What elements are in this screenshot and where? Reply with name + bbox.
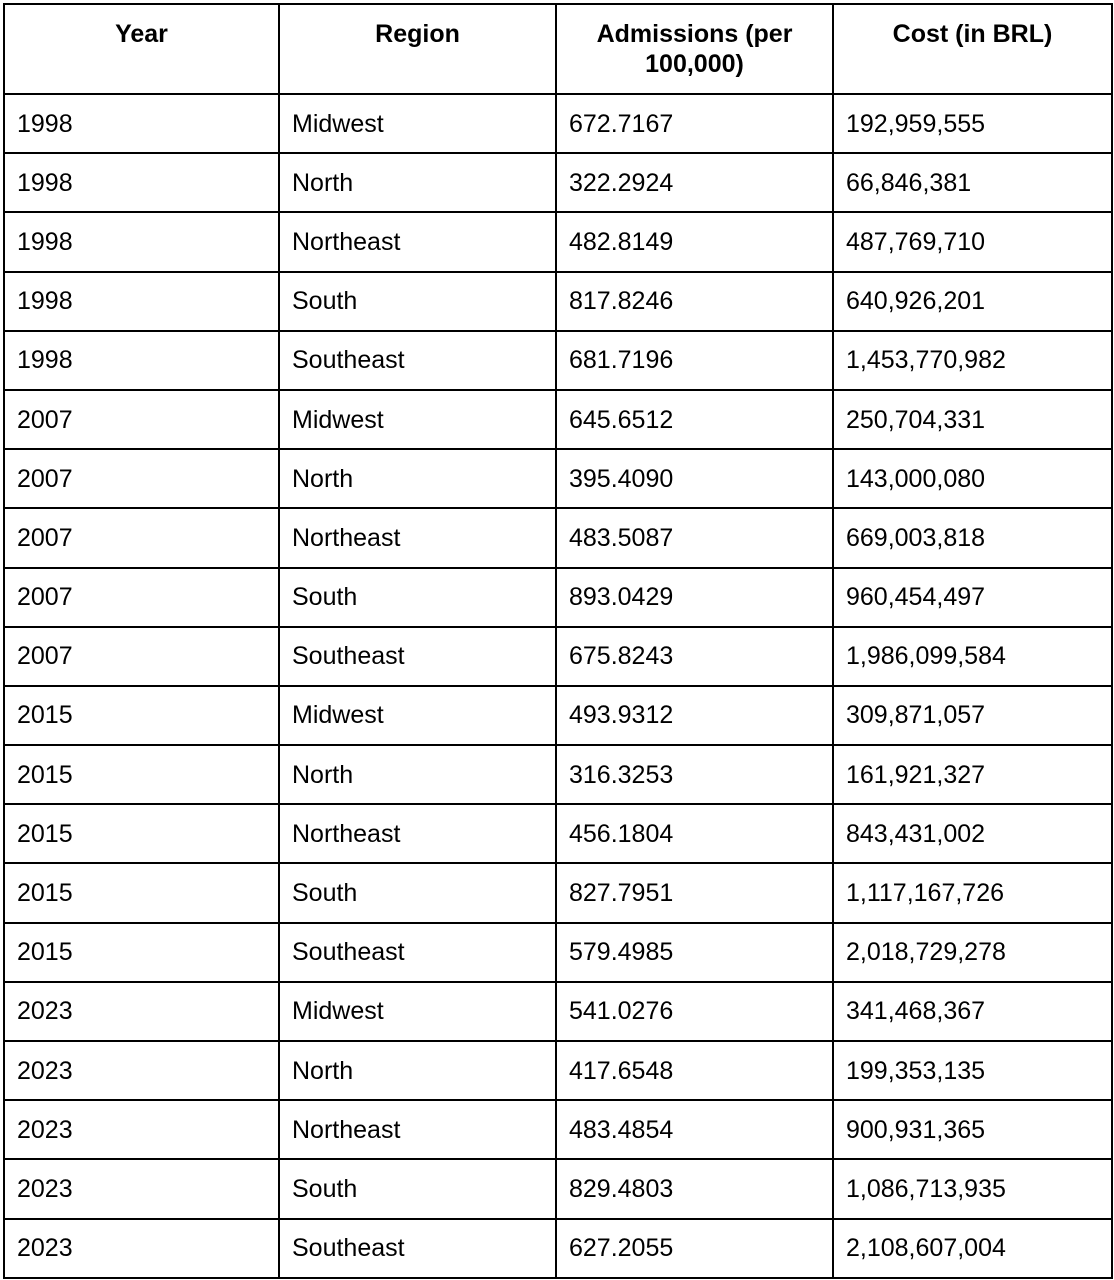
- cell-admissions: 483.4854: [556, 1100, 833, 1159]
- cell-region: South: [279, 568, 556, 627]
- cell-region: Midwest: [279, 686, 556, 745]
- cell-year: 2015: [4, 745, 279, 804]
- cell-year: 2023: [4, 1219, 279, 1278]
- table-row: [4, 331, 1112, 390]
- cell-admissions: 829.4803: [556, 1159, 833, 1218]
- cell-cost: 1,453,770,982: [833, 331, 1112, 390]
- cell-admissions: 493.9312: [556, 686, 833, 745]
- cell-admissions: 893.0429: [556, 568, 833, 627]
- cell-year: 1998: [4, 331, 279, 390]
- cell-cost: 669,003,818: [833, 508, 1112, 567]
- cell-region: Midwest: [279, 390, 556, 449]
- cell-year: 1998: [4, 153, 279, 212]
- cell-region: North: [279, 745, 556, 804]
- cell-admissions: 541.0276: [556, 982, 833, 1041]
- table-row: [4, 508, 1112, 567]
- cell-admissions: 395.4090: [556, 449, 833, 508]
- cell-admissions: 675.8243: [556, 627, 833, 686]
- cell-admissions: 482.8149: [556, 212, 833, 271]
- cell-year: 2007: [4, 508, 279, 567]
- table-row: [4, 804, 1112, 863]
- cell-year: 1998: [4, 94, 279, 153]
- cell-region: North: [279, 1041, 556, 1100]
- cell-region: South: [279, 272, 556, 331]
- header-row: [4, 4, 1112, 94]
- cell-admissions: 417.6548: [556, 1041, 833, 1100]
- cell-cost: 199,353,135: [833, 1041, 1112, 1100]
- header-region: Region: [279, 4, 556, 94]
- cell-admissions: 827.7951: [556, 863, 833, 922]
- table-body: [4, 94, 1112, 1278]
- cell-admissions: 483.5087: [556, 508, 833, 567]
- cell-cost: 143,000,080: [833, 449, 1112, 508]
- cell-cost: 2,108,607,004: [833, 1219, 1112, 1278]
- cell-region: Northeast: [279, 212, 556, 271]
- table-row: [4, 1100, 1112, 1159]
- cell-year: 2023: [4, 982, 279, 1041]
- cell-admissions: 645.6512: [556, 390, 833, 449]
- cell-cost: 309,871,057: [833, 686, 1112, 745]
- cell-region: Northeast: [279, 508, 556, 567]
- cell-year: 2007: [4, 449, 279, 508]
- cell-admissions: 579.4985: [556, 923, 833, 982]
- cell-cost: 161,921,327: [833, 745, 1112, 804]
- cell-cost: 2,018,729,278: [833, 923, 1112, 982]
- cell-year: 2007: [4, 627, 279, 686]
- cell-region: Northeast: [279, 804, 556, 863]
- data-table: [3, 3, 1113, 1279]
- cell-admissions: 672.7167: [556, 94, 833, 153]
- cell-cost: 640,926,201: [833, 272, 1112, 331]
- cell-year: 2015: [4, 686, 279, 745]
- cell-region: North: [279, 153, 556, 212]
- cell-cost: 1,117,167,726: [833, 863, 1112, 922]
- cell-year: 1998: [4, 212, 279, 271]
- cell-admissions: 316.3253: [556, 745, 833, 804]
- header-cost: Cost (in BRL): [833, 4, 1112, 94]
- table-header: [4, 4, 1112, 94]
- cell-admissions: 456.1804: [556, 804, 833, 863]
- table-row: [4, 923, 1112, 982]
- cell-region: North: [279, 449, 556, 508]
- cell-year: 1998: [4, 272, 279, 331]
- cell-cost: 192,959,555: [833, 94, 1112, 153]
- table-row: [4, 1219, 1112, 1278]
- cell-year: 2023: [4, 1100, 279, 1159]
- table-row: [4, 272, 1112, 331]
- table-row: [4, 390, 1112, 449]
- table-row: [4, 982, 1112, 1041]
- cell-cost: 487,769,710: [833, 212, 1112, 271]
- table-row: [4, 568, 1112, 627]
- table-row: [4, 627, 1112, 686]
- header-year: Year: [4, 4, 279, 94]
- cell-admissions: 681.7196: [556, 331, 833, 390]
- cell-region: South: [279, 863, 556, 922]
- cell-cost: 960,454,497: [833, 568, 1112, 627]
- table-row: [4, 863, 1112, 922]
- cell-year: 2007: [4, 390, 279, 449]
- cell-cost: 66,846,381: [833, 153, 1112, 212]
- cell-cost: 1,986,099,584: [833, 627, 1112, 686]
- cell-cost: 250,704,331: [833, 390, 1112, 449]
- table-row: [4, 449, 1112, 508]
- cell-admissions: 627.2055: [556, 1219, 833, 1278]
- table-row: [4, 153, 1112, 212]
- cell-year: 2007: [4, 568, 279, 627]
- table-row: [4, 212, 1112, 271]
- cell-region: Southeast: [279, 331, 556, 390]
- cell-region: Midwest: [279, 982, 556, 1041]
- cell-region: Northeast: [279, 1100, 556, 1159]
- table-row: [4, 1159, 1112, 1218]
- cell-cost: 341,468,367: [833, 982, 1112, 1041]
- cell-region: Southeast: [279, 923, 556, 982]
- table-row: [4, 686, 1112, 745]
- cell-region: South: [279, 1159, 556, 1218]
- cell-region: Midwest: [279, 94, 556, 153]
- table-row: [4, 745, 1112, 804]
- cell-year: 2023: [4, 1041, 279, 1100]
- table-row: [4, 1041, 1112, 1100]
- cell-year: 2023: [4, 1159, 279, 1218]
- cell-year: 2015: [4, 923, 279, 982]
- table-row: [4, 94, 1112, 153]
- cell-region: Southeast: [279, 1219, 556, 1278]
- cell-admissions: 817.8246: [556, 272, 833, 331]
- cell-cost: 1,086,713,935: [833, 1159, 1112, 1218]
- cell-cost: 900,931,365: [833, 1100, 1112, 1159]
- header-admissions: Admissions (per 100,000): [556, 4, 833, 94]
- cell-year: 2015: [4, 804, 279, 863]
- cell-year: 2015: [4, 863, 279, 922]
- cell-cost: 843,431,002: [833, 804, 1112, 863]
- cell-admissions: 322.2924: [556, 153, 833, 212]
- cell-region: Southeast: [279, 627, 556, 686]
